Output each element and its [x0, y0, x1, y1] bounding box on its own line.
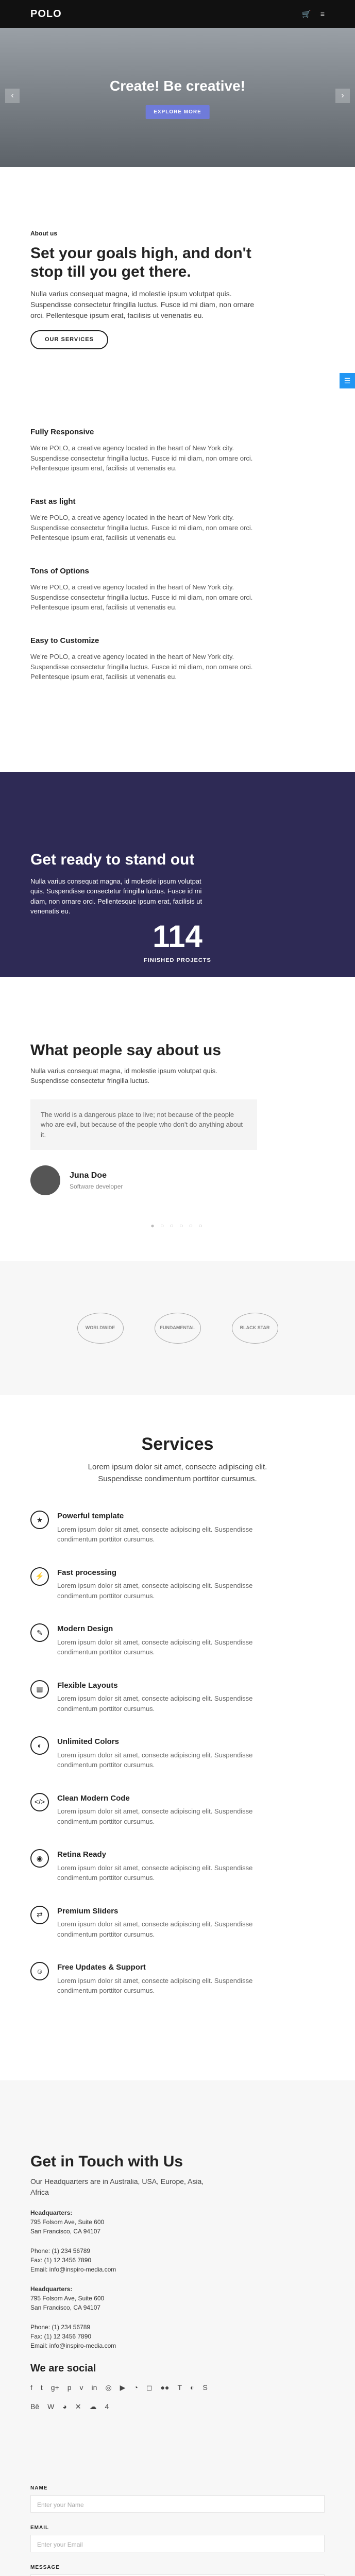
feature-title: Fully Responsive: [30, 427, 94, 436]
cart-icon[interactable]: 🛒: [302, 9, 311, 18]
office-address: [30, 2284, 325, 2312]
youtube-icon[interactable]: ▶: [120, 2383, 126, 2392]
pinterest-icon[interactable]: p: [67, 2383, 72, 2392]
service-text: Lorem ipsum dolor sit amet, consecte adipiscing elit. Suspendisse condimentum porttitor cursumus.: [57, 1582, 253, 1600]
email-text[interactable]: Email: info@inspiro-media.com: [30, 2342, 116, 2349]
service-item: [30, 1623, 325, 1657]
feature-text: We're POLO, a creative agency located in the heart of New York city. Suspendisse consectetur fringilla luctus. Fusce id mi diam, non ornare orci. Pellentesque ipsum erat, facilisis ut venenatis eu.: [30, 514, 253, 541]
service-text: Lorem ipsum dolor sit amet, consecte adipiscing elit. Suspendisse condimentum porttitor cursumus.: [57, 1976, 253, 1994]
service-item: [30, 1793, 325, 1827]
features-section: [0, 427, 355, 772]
feature-text: We're POLO, a creative agency located in the heart of New York city. Suspendisse consectetur fringilla luctus. Fusce id mi diam, non ornare orci. Pellentesque ipsum erat, facilisis ut venenatis eu.: [30, 444, 253, 472]
about-label: About us: [30, 230, 57, 237]
stand-out-section: [0, 772, 355, 977]
office-label: Headquarters:: [30, 2285, 73, 2293]
services-title: Services: [141, 1434, 214, 1454]
author-role: Software developer: [70, 1183, 123, 1190]
email-text[interactable]: Email: info@inspiro-media.com: [30, 2265, 116, 2273]
counter-label: FINISHED PROJECTS: [144, 957, 211, 963]
contact-form: [30, 2484, 325, 2576]
address-line: San Francisco, CA 94107: [30, 2303, 101, 2311]
foursquare-icon[interactable]: 4: [105, 2402, 109, 2411]
email-input[interactable]: Enter your Email: [30, 2535, 325, 2552]
top-header: [0, 0, 355, 28]
service-text: Lorem ipsum dolor sit amet, consecte adipiscing elit. Suspendisse condimentum porttitor cursumus.: [57, 1807, 253, 1825]
contact-section: [0, 2080, 355, 2576]
facebook-icon[interactable]: f: [30, 2383, 32, 2392]
feature-text: We're POLO, a creative agency located in the heart of New York city. Suspendisse consectetur fringilla luctus. Fusce id mi diam, non ornare orci. Pellentesque ipsum erat, facilisis ut venenatis eu.: [30, 653, 253, 681]
service-text: Lorem ipsum dolor sit amet, consecte adipiscing elit. Suspendisse condimentum porttitor cursumus.: [57, 1920, 253, 1938]
side-panel-toggle-icon[interactable]: ☰: [340, 373, 355, 388]
contact-details: [30, 2246, 325, 2274]
bolt-icon: ⚡: [30, 1567, 49, 1586]
service-title: Unlimited Colors: [57, 1737, 120, 1746]
about-text: Nulla varius consequat magna, id molestie ipsum volutpat quis. Suspendisse consectetur fringilla luctus. Fusce id mi diam, non ornare orci. Pellentesque ipsum erat, facilisis ut venenatis eu.: [30, 290, 255, 319]
google-plus-icon[interactable]: g+: [50, 2383, 59, 2392]
palette-icon: ◐: [30, 1736, 49, 1755]
contact-details: [30, 2323, 325, 2350]
feature-text: We're POLO, a creative agency located in the heart of New York city. Suspendisse consectetur fringilla luctus. Fusce id mi diam, non ornare orci. Pellentesque ipsum erat, facilisis ut venenatis eu.: [30, 583, 253, 611]
contact-title: Get in Touch with Us: [30, 2153, 183, 2170]
name-input[interactable]: Enter your Name: [30, 2495, 325, 2513]
hero-slider: [0, 28, 355, 167]
testimonial-author: [30, 1165, 325, 1195]
services-intro: Lorem ipsum dolor sit amet, consecte adipiscing elit. Suspendisse condimentum porttitor cursumus.: [88, 1463, 267, 1483]
service-title: Retina Ready: [57, 1850, 107, 1859]
xing-icon[interactable]: ✕: [75, 2402, 81, 2411]
support-icon: ☺: [30, 1962, 49, 1980]
name-label: NAME: [30, 2485, 48, 2491]
feature-item: [30, 496, 325, 543]
email-label: EMAIL: [30, 2524, 49, 2531]
vimeo-icon[interactable]: v: [79, 2383, 83, 2392]
about-section: [0, 167, 355, 427]
office-address: [30, 2208, 325, 2236]
fax-text: Fax: (1) 12 3456 7890: [30, 2332, 92, 2340]
counter-number: 114: [153, 919, 202, 954]
service-title: Free Updates & Support: [57, 1963, 146, 1972]
rss-icon[interactable]: ◔: [133, 2383, 138, 2392]
service-item: [30, 1962, 325, 1996]
feature-title: Fast as light: [30, 497, 76, 506]
slider-next-arrow-icon[interactable]: ›: [335, 89, 350, 103]
service-title: Powerful template: [57, 1512, 124, 1520]
service-title: Clean Modern Code: [57, 1793, 130, 1803]
testimonials-title: What people say about us: [30, 1041, 222, 1059]
slider-icon: ⇄: [30, 1906, 49, 1924]
client-logo: BLACK STAR: [232, 1313, 278, 1344]
service-item: [30, 1511, 325, 1545]
client-logo: WORLDWIDE: [77, 1313, 124, 1344]
author-name: Juna Doe: [70, 1171, 107, 1180]
our-services-button[interactable]: OUR SERVICES: [30, 330, 108, 349]
explore-more-button[interactable]: EXPLORE MORE: [145, 105, 210, 119]
dribbble-icon[interactable]: ◎: [105, 2383, 112, 2392]
design-icon: ✎: [30, 1623, 49, 1642]
phone-text: Phone: (1) 234 56789: [30, 2247, 91, 2255]
service-title: Flexible Layouts: [57, 1681, 118, 1690]
services-section: [0, 1395, 355, 2080]
slider-prev-arrow-icon[interactable]: ‹: [5, 89, 20, 103]
instagram-icon[interactable]: ◻: [146, 2383, 153, 2392]
contact-text: Our Headquarters are in Australia, USA, Europe, Asia, Africa: [30, 2177, 204, 2196]
service-title: Fast processing: [57, 1568, 117, 1577]
service-title: Modern Design: [57, 1624, 113, 1633]
behance-icon[interactable]: Bē: [30, 2402, 40, 2411]
feature-item: [30, 566, 325, 613]
feature-item: [30, 427, 325, 473]
service-text: Lorem ipsum dolor sit amet, consecte adipiscing elit. Suspendisse condimentum porttitor cursumus.: [57, 1525, 253, 1543]
star-icon: ★: [30, 1511, 49, 1529]
hero-title: Create! Be creative!: [109, 78, 246, 94]
site-logo[interactable]: POLO: [30, 8, 62, 20]
service-text: Lorem ipsum dolor sit amet, consecte adipiscing elit. Suspendisse condimentum porttitor cursumus.: [57, 1638, 253, 1656]
address-line: 795 Folsom Ave, Suite 600: [30, 2218, 105, 2226]
address-line: San Francisco, CA 94107: [30, 2227, 101, 2235]
feature-title: Easy to Customize: [30, 636, 99, 645]
testimonials-text: Nulla varius consequat magna, id molestie ipsum volutpat quis. Suspendisse consectetur fringilla luctus.: [30, 1066, 217, 1084]
social-icons: [30, 2382, 216, 2412]
github-icon[interactable]: ◐: [190, 2383, 195, 2392]
service-item: [30, 1567, 325, 1601]
testimonials-section: [0, 977, 355, 1262]
fax-text: Fax: (1) 12 3456 7890: [30, 2256, 92, 2264]
social-title: We are social: [30, 2362, 96, 2374]
service-item: [30, 1849, 325, 1883]
skype-icon[interactable]: S: [202, 2383, 208, 2392]
service-item: [30, 1736, 325, 1770]
about-title: Set your goals high, and don't stop till you get there.: [30, 245, 251, 280]
soundcloud-icon[interactable]: ☁: [89, 2402, 97, 2411]
carousel-dots[interactable]: ● ○ ○ ○ ○ ○: [150, 1222, 205, 1229]
stand-out-text: Nulla varius consequat magna, id molestie ipsum volutpat quis. Suspendisse consectetur fringilla luctus. Fusce id mi diam, non ornare orci. Pellentesque ipsum erat, facilisis ut venenatis eu.: [30, 877, 202, 915]
reddit-icon[interactable]: ◕: [62, 2402, 67, 2411]
code-icon: </>: [30, 1793, 49, 1811]
layout-icon: ▦: [30, 1680, 49, 1699]
office-label: Headquarters:: [30, 2209, 73, 2216]
linkedin-icon[interactable]: in: [91, 2383, 97, 2392]
service-title: Premium Sliders: [57, 1906, 119, 1916]
message-label: MESSAGE: [30, 2564, 60, 2570]
phone-text: Phone: (1) 234 56789: [30, 2323, 91, 2331]
feature-title: Tons of Options: [30, 566, 89, 575]
feature-item: [30, 635, 325, 682]
eye-icon: ◉: [30, 1849, 49, 1868]
testimonial-quote: The world is a dangerous place to live; not because of the people who are evil, but because of the people who don't do anything about it.: [30, 1099, 257, 1150]
flickr-icon[interactable]: ●●: [160, 2383, 170, 2392]
stand-out-title: Get ready to stand out: [30, 851, 195, 868]
client-logo: FUNDAMENTAL: [155, 1313, 201, 1344]
service-item: [30, 1906, 325, 1940]
avatar: [30, 1165, 60, 1195]
service-text: Lorem ipsum dolor sit amet, consecte adipiscing elit. Suspendisse condimentum porttitor cursumus.: [57, 1863, 253, 1882]
tumblr-icon[interactable]: T: [177, 2383, 182, 2392]
service-text: Lorem ipsum dolor sit amet, consecte adipiscing elit. Suspendisse condimentum porttitor cursumus.: [57, 1694, 253, 1713]
menu-icon[interactable]: ≡: [320, 9, 325, 18]
wordpress-icon[interactable]: W: [47, 2402, 55, 2411]
twitter-icon[interactable]: t: [40, 2383, 43, 2392]
service-item: [30, 1680, 325, 1714]
message-input[interactable]: [30, 2574, 325, 2576]
projects-counter: [0, 921, 355, 965]
service-text: Lorem ipsum dolor sit amet, consecte adipiscing elit. Suspendisse condimentum porttitor cursumus.: [57, 1751, 253, 1769]
clients-section: [0, 1261, 355, 1395]
address-line: 795 Folsom Ave, Suite 600: [30, 2294, 105, 2302]
